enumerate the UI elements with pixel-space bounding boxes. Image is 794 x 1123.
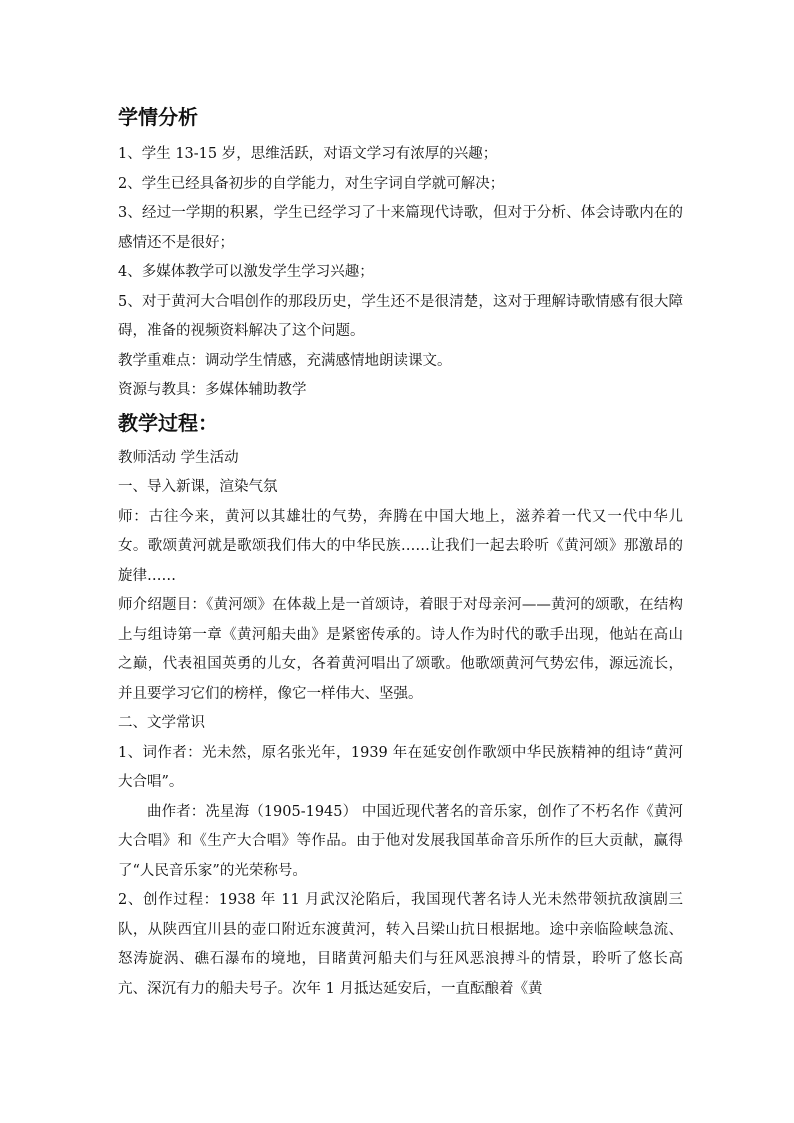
paragraph-lyricist: 1、词作者：光未然，原名张光年，1939 年在延安创作歌颂中华民族精神的组诗“黄河大合唱”。	[118, 744, 683, 790]
paragraph-item-5: 5、对于黄河大合唱创作的那段历史，学生还不是很清楚，这对于理解诗歌情感有很大障碍，准备的视频资料解决了这个问题。	[118, 293, 683, 339]
section-heading-xuqing: 学情分析	[118, 105, 198, 129]
section-heading-process: 教学过程：	[118, 410, 218, 435]
paragraph-creation: 2、创作过程：1938 年 11 月武汉沦陷后，我国现代著名诗人光未然带领抗敌演剧三队，从陕西宜川县的壶口附近东渡黄河，转入吕梁山抗日根据地。途中亲临险峡急流、怒涛旋涡、礁石瀑布的境地，目睹黄河船夫们与狂风恶浪搏斗的情景，聆听了悠长高亢、深沉有力的船夫号子。次年 1 月抵达延安后，一直酝酿着《黄	[118, 892, 683, 997]
paragraph-teacher-intro: 师：古往今来，黄河以其雄壮的气势，奔腾在中国大地上，滋养着一代又一代中华儿女。歌颂黄河就是歌颂我们伟大的中华民族……让我们一起去聆听《黄河颂》那激昂的旋律……	[118, 508, 683, 584]
paragraph-key-points: 教学重难点：调动学生情感，充满感情地朗读课文。	[118, 352, 452, 369]
paragraph-item-3: 3、经过一学期的积累，学生已经学习了十来篇现代诗歌，但对于分析、体会诗歌内在的感情还不是很好；	[118, 205, 683, 251]
paragraph-heading-intro: 一、导入新课，渲染气氛	[118, 479, 278, 495]
paragraph-item-4: 4、多媒体教学可以激发学生学习兴趣；	[118, 264, 374, 280]
document-body	[118, 100, 683, 1004]
paragraph-composer: 曲作者：冼星海（1905-1945） 中国近现代著名的音乐家，创作了不朽名作《黄河大合唱》和《生产大合唱》等作品。由于他对发展我国革命音乐所作的巨大贡献，赢得了“人民音乐家”的光荣称号。	[118, 803, 683, 879]
paragraph-heading-literature: 二、文学常识	[118, 715, 205, 731]
paragraph-item-1: 1、学生 13-15 岁，思维活跃，对语文学习有浓厚的兴趣；	[118, 146, 498, 162]
paragraph-activities: 教师活动 学生活动	[118, 449, 239, 466]
paragraph-resources: 资源与教具：多媒体辅助教学	[118, 382, 307, 398]
paragraph-item-2: 2、学生已经具备初步的自学能力，对生字词自学就可解决；	[118, 175, 505, 192]
paragraph-title-intro: 师介绍题目：《黄河颂》在体裁上是一首颂诗，着眼于对母亲河——黄河的颂歌，在结构上与组诗第一章《黄河船夫曲》是紧密传承的。诗人作为时代的歌手出现，他站在高山之巅，代表祖国英勇的儿女，各着黄河唱出了颂歌。他歌颂黄河气势宏伟，源远流长，并且要学习它们的榜样，像它一样伟大、坚强。	[118, 597, 683, 702]
